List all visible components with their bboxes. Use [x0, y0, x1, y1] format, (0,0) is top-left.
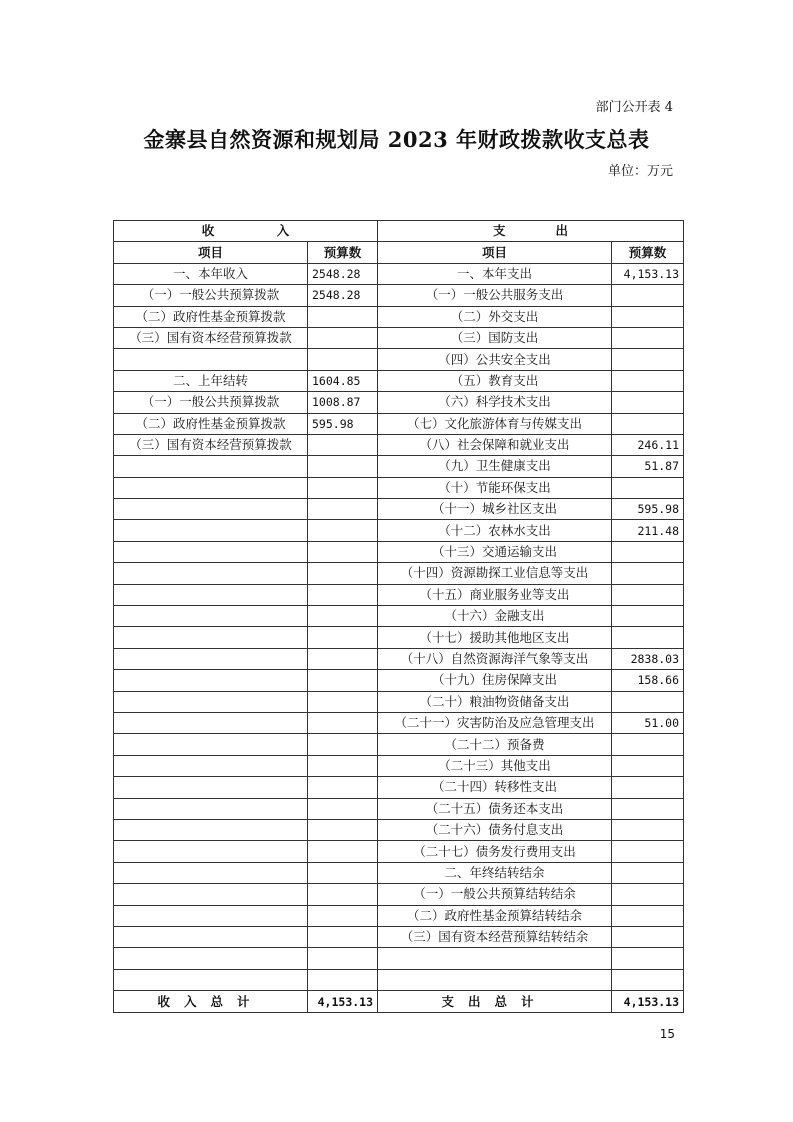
income-item-cell: （三）国有资本经营预算拨款: [114, 434, 308, 455]
expense-item-cell: （二十四）转移性支出: [378, 777, 612, 798]
income-value-cell: [308, 948, 378, 969]
income-item-cell: 二、上年结转: [114, 370, 308, 391]
expense-item-cell: （七）文化旅游体育与传媒支出: [378, 413, 612, 434]
table-row: [114, 627, 684, 648]
table-row: [114, 884, 684, 905]
income-value-cell: [308, 648, 378, 669]
income-item-cell: [114, 798, 308, 819]
expense-value-cell: 211.48: [612, 520, 684, 541]
table-row: [114, 499, 684, 520]
income-value-cell: [308, 862, 378, 883]
expense-total-label: 支出总计: [378, 991, 612, 1013]
expense-value-cell: [612, 584, 684, 605]
page-title: 金寨县自然资源和规划局 2023 年财政拨款收支总表: [143, 127, 650, 152]
income-value-cell: [308, 434, 378, 455]
expense-item-cell: [378, 969, 612, 990]
table-row: [114, 648, 684, 669]
income-value-cell: [308, 841, 378, 862]
income-value-cell: [308, 563, 378, 584]
expense-value-cell: [612, 926, 684, 947]
expense-item-cell: （十三）交通运输支出: [378, 541, 612, 562]
income-value-cell: 2548.28: [308, 263, 378, 284]
table-row: [114, 370, 684, 391]
income-value-cell: [308, 691, 378, 712]
table-row: [114, 392, 684, 413]
income-value-cell: [308, 456, 378, 477]
expense-item-cell: 二、年终结转结余: [378, 862, 612, 883]
expense-item-cell: [378, 948, 612, 969]
expense-item-cell: （二十六）债务付息支出: [378, 819, 612, 840]
income-value-cell: [308, 905, 378, 926]
expense-item-cell: （二十三）其他支出: [378, 755, 612, 776]
expense-item-cell: （三）国有资本经营预算结转结余: [378, 926, 612, 947]
income-item-cell: [114, 563, 308, 584]
expense-item-cell: （十六）金融支出: [378, 606, 612, 627]
expense-value-cell: [612, 370, 684, 391]
table-row: [114, 712, 684, 733]
expense-value-cell: [612, 349, 684, 370]
income-value-cell: 1604.85: [308, 370, 378, 391]
income-header: 收 入: [114, 221, 378, 242]
income-value-cell: [308, 499, 378, 520]
expense-item-cell: （二）政府性基金预算结转结余: [378, 905, 612, 926]
income-item-cell: [114, 349, 308, 370]
income-item-cell: （二）政府性基金预算拨款: [114, 413, 308, 434]
expense-item-cell: （十七）援助其他地区支出: [378, 627, 612, 648]
expense-value-cell: [612, 627, 684, 648]
income-item-cell: [114, 734, 308, 755]
income-value-cell: [308, 884, 378, 905]
unit-label: 单位：万元: [607, 164, 673, 179]
table-row: [114, 841, 684, 862]
expense-item-cell: （十九）住房保障支出: [378, 670, 612, 691]
expense-value-cell: [612, 948, 684, 969]
expense-value-cell: [612, 841, 684, 862]
table-header-row: [114, 221, 684, 242]
expense-value-cell: [612, 563, 684, 584]
table-row: [114, 541, 684, 562]
expense-value-cell: [612, 413, 684, 434]
income-item-cell: （二）政府性基金预算拨款: [114, 306, 308, 327]
expense-value-cell: [612, 327, 684, 348]
expense-item-cell: （十一）城乡社区支出: [378, 499, 612, 520]
income-value-cell: [308, 584, 378, 605]
income-item-cell: [114, 755, 308, 776]
expense-header: 支 出: [378, 221, 684, 242]
income-item-cell: [114, 520, 308, 541]
expense-item-cell: （九）卫生健康支出: [378, 456, 612, 477]
income-item-cell: [114, 584, 308, 605]
income-item-cell: [114, 541, 308, 562]
expense-item-cell: （十四）资源勘探工业信息等支出: [378, 563, 612, 584]
total-row: [114, 991, 684, 1013]
income-value-cell: [308, 627, 378, 648]
expense-total-value: 4,153.13: [612, 991, 684, 1013]
expense-value-cell: [612, 755, 684, 776]
income-value-cell: 2548.28: [308, 285, 378, 306]
page-number: 15: [659, 1027, 675, 1041]
expense-value-cell: 51.87: [612, 456, 684, 477]
income-value-cell: [308, 306, 378, 327]
table-row: [114, 606, 684, 627]
expense-value-cell: [612, 777, 684, 798]
expense-item-cell: （十八）自然资源海洋气象等支出: [378, 648, 612, 669]
expense-value-cell: [612, 819, 684, 840]
table-row: [114, 327, 684, 348]
income-item-cell: [114, 948, 308, 969]
table-row: [114, 969, 684, 990]
budget-table: [113, 220, 684, 1013]
expense-item-cell: （十）节能环保支出: [378, 477, 612, 498]
expense-value-cell: [612, 477, 684, 498]
table-row: [114, 862, 684, 883]
expense-value-cell: [612, 734, 684, 755]
income-total-value: 4,153.13: [308, 991, 378, 1013]
income-value-cell: [308, 926, 378, 947]
expense-value-cell: 595.98: [612, 499, 684, 520]
table-row: [114, 263, 684, 284]
income-item-cell: [114, 670, 308, 691]
table-row: [114, 670, 684, 691]
income-value-cell: [308, 349, 378, 370]
table-row: [114, 691, 684, 712]
expense-value-cell: [612, 884, 684, 905]
income-item-cell: [114, 884, 308, 905]
expense-value-cell: [612, 905, 684, 926]
expense-item-cell: （五）教育支出: [378, 370, 612, 391]
table-row: [114, 563, 684, 584]
table-row: [114, 456, 684, 477]
income-value-cell: [308, 477, 378, 498]
expense-item-cell: 一、本年支出: [378, 263, 612, 284]
expense-item-cell: （一）一般公共服务支出: [378, 285, 612, 306]
income-item-cell: [114, 606, 308, 627]
expense-item-cell: （二）外交支出: [378, 306, 612, 327]
expense-value-cell: [612, 306, 684, 327]
income-item-cell: [114, 819, 308, 840]
expense-item-cell: （三）国防支出: [378, 327, 612, 348]
income-value-cell: [308, 734, 378, 755]
income-value-cell: [308, 712, 378, 733]
income-item-cell: [114, 905, 308, 926]
expense-value-cell: [612, 541, 684, 562]
income-item-cell: [114, 499, 308, 520]
expense-value-cell: [612, 798, 684, 819]
table-row: [114, 948, 684, 969]
expense-item-header: 项目: [378, 242, 612, 263]
income-value-cell: 595.98: [308, 413, 378, 434]
expense-value-cell: [612, 606, 684, 627]
expense-item-cell: （四）公共安全支出: [378, 349, 612, 370]
table-row: [114, 777, 684, 798]
income-budget-header: 预算数: [308, 242, 378, 263]
expense-item-cell: （十五）商业服务业等支出: [378, 584, 612, 605]
table-row: [114, 734, 684, 755]
income-value-cell: [308, 755, 378, 776]
income-item-cell: [114, 969, 308, 990]
income-value-cell: [308, 777, 378, 798]
income-value-cell: [308, 670, 378, 691]
income-item-header: 项目: [114, 242, 308, 263]
table-row: [114, 926, 684, 947]
table-row: [114, 520, 684, 541]
table-row: [114, 798, 684, 819]
expense-value-cell: 4,153.13: [612, 263, 684, 284]
expense-value-cell: [612, 691, 684, 712]
table-row: [114, 584, 684, 605]
income-value-cell: [308, 541, 378, 562]
income-item-cell: （三）国有资本经营预算拨款: [114, 327, 308, 348]
table-subheader-row: [114, 242, 684, 263]
table-row: [114, 285, 684, 306]
expense-value-cell: 158.66: [612, 670, 684, 691]
expense-item-cell: （十二）农林水支出: [378, 520, 612, 541]
table-row: [114, 413, 684, 434]
income-value-cell: [308, 606, 378, 627]
income-value-cell: [308, 798, 378, 819]
expense-value-cell: 2838.03: [612, 648, 684, 669]
income-item-cell: [114, 691, 308, 712]
table-tag: 部门公开表 4: [595, 100, 673, 115]
expense-item-cell: （八）社会保障和就业支出: [378, 434, 612, 455]
income-item-cell: [114, 841, 308, 862]
table-row: [114, 755, 684, 776]
income-total-label: 收入总计: [114, 991, 308, 1013]
table-row: [114, 905, 684, 926]
income-item-cell: [114, 712, 308, 733]
income-item-cell: [114, 777, 308, 798]
expense-item-cell: （六）科学技术支出: [378, 392, 612, 413]
income-item-cell: （一）一般公共预算拨款: [114, 392, 308, 413]
expense-item-cell: （二十五）债务还本支出: [378, 798, 612, 819]
expense-value-cell: [612, 969, 684, 990]
income-item-cell: [114, 627, 308, 648]
income-value-cell: [308, 520, 378, 541]
income-item-cell: [114, 477, 308, 498]
expense-value-cell: [612, 285, 684, 306]
expense-item-cell: （二十一）灾害防治及应急管理支出: [378, 712, 612, 733]
table-row: [114, 349, 684, 370]
income-item-cell: [114, 456, 308, 477]
expense-budget-header: 预算数: [612, 242, 684, 263]
table-row: [114, 819, 684, 840]
table-row: [114, 434, 684, 455]
expense-item-cell: （一）一般公共预算结转结余: [378, 884, 612, 905]
expense-value-cell: [612, 392, 684, 413]
income-value-cell: [308, 819, 378, 840]
income-item-cell: [114, 862, 308, 883]
expense-item-cell: （二十七）债务发行费用支出: [378, 841, 612, 862]
expense-item-cell: （二十）粮油物资储备支出: [378, 691, 612, 712]
income-value-cell: 1008.87: [308, 392, 378, 413]
table-row: [114, 477, 684, 498]
income-item-cell: （一）一般公共预算拨款: [114, 285, 308, 306]
income-item-cell: [114, 648, 308, 669]
expense-value-cell: 246.11: [612, 434, 684, 455]
expense-item-cell: （二十二）预备费: [378, 734, 612, 755]
expense-value-cell: 51.00: [612, 712, 684, 733]
expense-value-cell: [612, 862, 684, 883]
table-row: [114, 306, 684, 327]
income-item-cell: [114, 926, 308, 947]
income-value-cell: [308, 969, 378, 990]
income-value-cell: [308, 327, 378, 348]
income-item-cell: 一、本年收入: [114, 263, 308, 284]
